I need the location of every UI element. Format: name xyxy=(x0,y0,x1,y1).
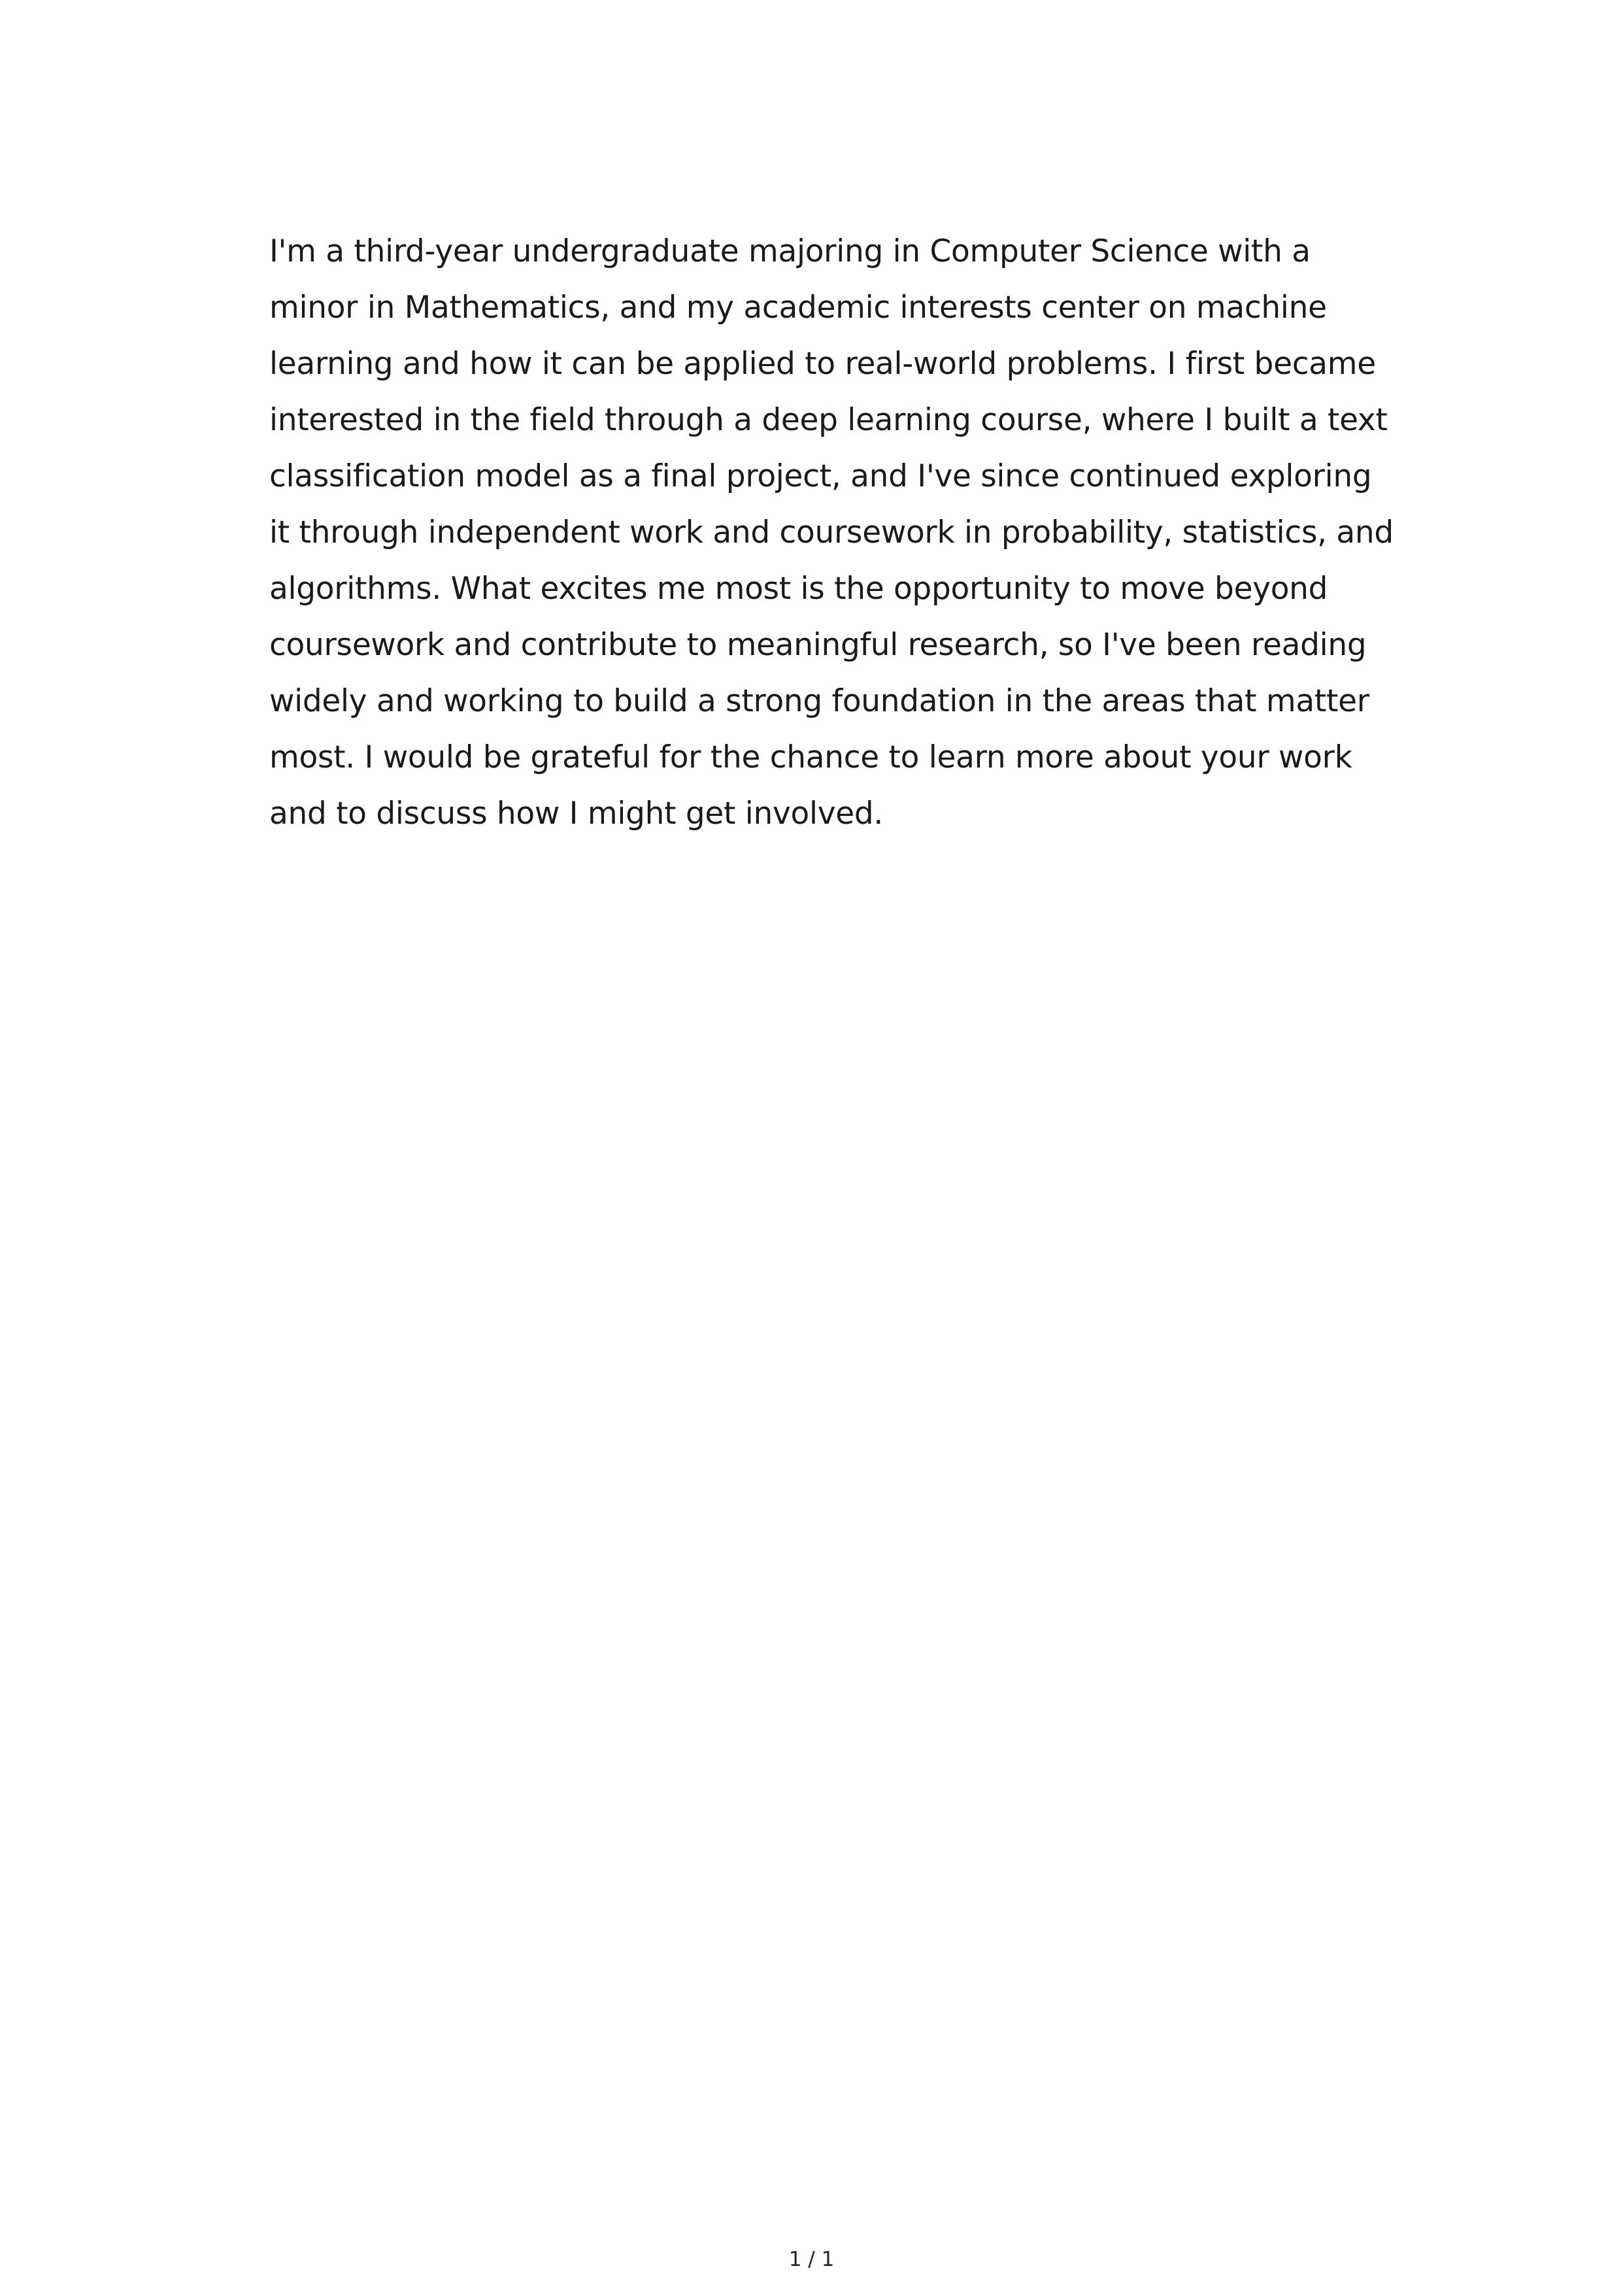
paragraph-line: it through independent work and coursework in probability, statistics, and xyxy=(269,515,1394,550)
paragraph-line: classification model as a final project, and I've since continued exploring xyxy=(269,458,1372,494)
paragraph-line: algorithms. What excites me most is the opportunity to move beyond xyxy=(269,571,1328,607)
page-number: 1 / 1 xyxy=(788,2248,835,2271)
paragraph-line: and to discuss how I might get involved. xyxy=(269,796,884,832)
paragraph-line: interested in the field through a deep learning course, where I built a text xyxy=(269,402,1388,438)
paragraph-line: I'm a third-year undergraduate majoring in Computer Science with a xyxy=(269,233,1311,269)
paragraph-line: coursework and contribute to meaningful research, so I've been reading xyxy=(269,627,1367,663)
paragraph-line: widely and working to build a strong foundation in the areas that matter xyxy=(269,683,1369,719)
body-paragraph xyxy=(269,224,1394,842)
paragraph-line: minor in Mathematics, and my academic interests center on machine xyxy=(269,290,1327,326)
paragraph-line: most. I would be grateful for the chance to learn more about your work xyxy=(269,739,1352,775)
paragraph-line: learning and how it can be applied to real-world problems. I first became xyxy=(269,346,1376,382)
